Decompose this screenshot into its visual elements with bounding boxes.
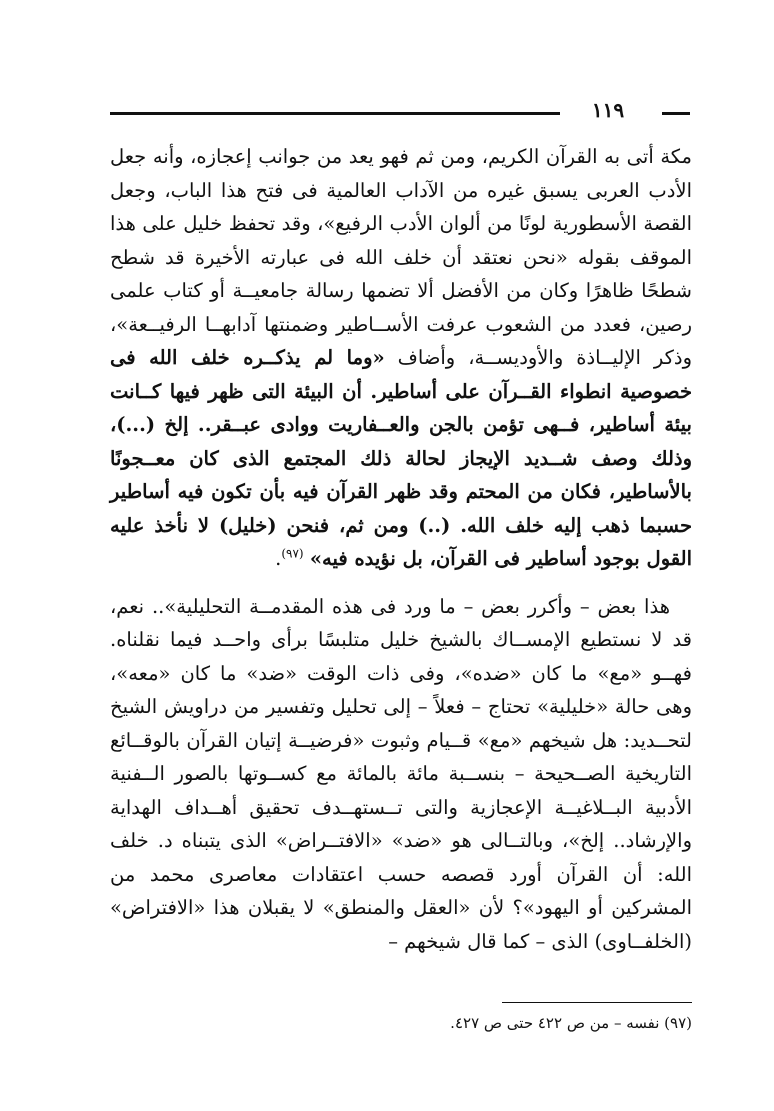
footnote-97: (٩٧) نفسه – من ص ٤٢٢ حتى ص ٤٢٧. [450,1014,692,1032]
page-number: ١١٩ [591,98,625,122]
footnote-ref-97: (٩٧) [281,546,304,561]
header-rule-long [110,112,560,115]
paragraph-2: هذا بعض – وأكرر بعض – ما ورد فى هذه المقدمــة التحليلية».. نعم، قد لا نستطيع الإمســاك بالشيخ خليل متلبسًا برأى واحــد فيما نقلناه. فهــو «مع» ما كان «ضده»، وفى ذات الوقت «ضد» ما كان «معه»، وهى حالة «خليلية» تحتاج – فعلاً – إلى تحليل وتفسير من دراويش الشيخ لتحــديد: هل شيخهم «مع» قــيام وثبوت «فرضيــة إتيان القرآن بالوقــائع التاريخية الصــحيحة – بنســبة مائة بالمائة مع كســوتها بالصور الــفنية الأدبية البــلاغيــة الإعجازية والتى تــستهــدف تحقيق أهــداف الهداية والإرشاد.. إلخ»، وبالتــالى هو «ضد» «الافتــراض» الذى يتبناه د. خلف الله: أن القرآن أورد قصصه حسب اعتقادات معاصرى محمد من المشركين أو اليهود»؟ لأن «العقل والمنطق» لا يقبلان هذا «الافتراض» (الخلفــاوى) الذى – كما قال شيخهم – [110,594,692,953]
paragraph-1-intro: مكة أتى به القرآن الكريم، ومن ثم فهو يعد من جوانب إعجازه، وأنه جعل الأدب العربى يسبق غيره من الآداب العالمية فى فتح هذا الباب، وجعل القصة الأسطورية لونًا من ألوان الأدب الرفيع»، وقد تحفظ خليل على هذا الموقف بقوله «نحن نعتقد أن خلف الله فى عبارته الأخيرة قد شطح شطحًا ظاهرًا وكان من الأفضل ألا تضمها رسالة جامعيــة أو كتاب علمى رصين، فعدد من الشعوب عرفت الأســاطير وضمنتها آدابهــا الرفيــعة»، وذكر الإليــاذة والأوديســة، وأضاف [110,145,693,369]
header-rule-short [662,112,690,115]
page-header [110,96,690,124]
paragraph-1 [110,140,692,576]
footnote-divider [502,1002,692,1003]
paragraph-1-end: . [275,547,282,570]
main-text [110,140,692,958]
paragraph-1-quote: «وما لم يذكــره خلف الله فى خصوصية انطواء القــرآن على أساطير. أن البيئة التى ظهر فيها كــانت بيئة أساطير، فــهى تؤمن بالجن والعــفاريت ووادى عبــقر.. إلخ (...)، وذلك وصف شــديد الإيجاز لحالة ذلك المجتمع الذى كان معــجونًا بالأساطير، فكان من المحتم وقد ظهر القرآن فيه بأن تكون فيه أساطير حسبما ذهب إليه خلف الله. (..) ومن ثم، فنحن (خليل) لا نأخذ عليه القول بوجود أساطير فى القرآن، بل نؤيده فيه» [110,346,692,570]
